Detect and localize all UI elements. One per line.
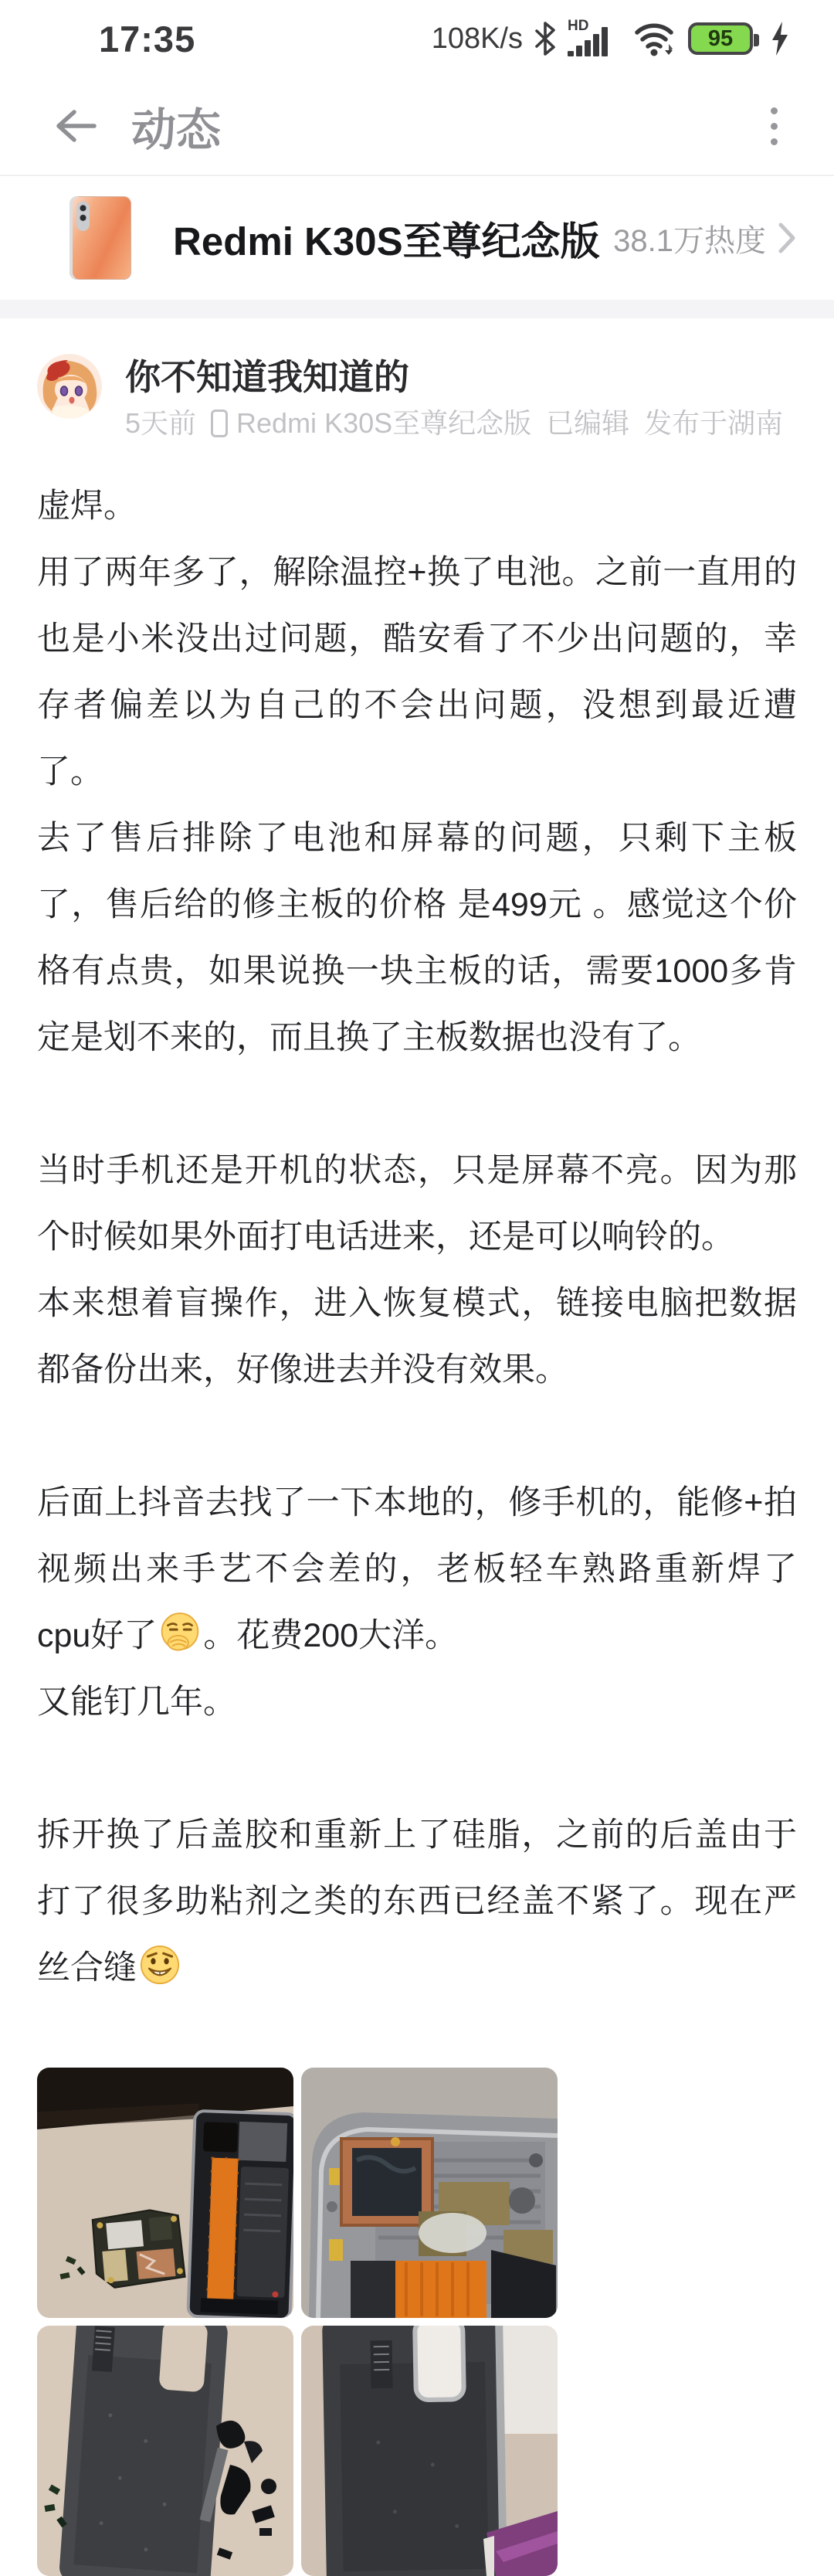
user-info bbox=[125, 354, 783, 439]
post-device: Redmi K30S至尊纪念版 bbox=[236, 407, 532, 439]
post-location: 发布于湖南 bbox=[644, 407, 784, 439]
charging-bolt-icon bbox=[771, 22, 789, 56]
device-thumbnail bbox=[70, 196, 131, 280]
user-row bbox=[37, 354, 797, 439]
grin-smirk-emoji bbox=[138, 1943, 181, 1986]
device-name: Redmi K30S至尊纪念版 bbox=[173, 219, 600, 263]
chevron-right-icon bbox=[777, 221, 797, 255]
signal-bars-icon bbox=[568, 19, 622, 58]
more-menu-icon[interactable] bbox=[751, 99, 797, 153]
post-time: 5天前 bbox=[125, 407, 197, 439]
phone-camera-icon bbox=[76, 202, 90, 231]
post-text: 本来想着盲操作，进入恢复模式，链接电脑把数据都备份出来，好像进去并没有效果。 bbox=[37, 1285, 797, 1388]
hand-on-chin-emoji bbox=[158, 1611, 202, 1654]
post bbox=[0, 318, 834, 2576]
battery-indicator bbox=[688, 22, 753, 55]
paragraph-block bbox=[37, 473, 797, 1071]
paragraph-block bbox=[37, 1137, 797, 1403]
post-meta bbox=[125, 408, 783, 439]
device-card[interactable] bbox=[0, 176, 834, 300]
avatar[interactable] bbox=[37, 354, 102, 419]
hd-volte-icon: HD bbox=[568, 18, 589, 34]
post-image-4[interactable] bbox=[301, 2326, 558, 2576]
wifi-icon bbox=[633, 19, 676, 58]
username[interactable]: 你不知道我知道的 bbox=[125, 357, 409, 397]
net-speed-label: 108K/s bbox=[431, 22, 523, 55]
post-text: 虚焊。 bbox=[37, 488, 137, 525]
post-text: 当时手机还是开机的状态，只是屏幕不亮。因为那个时候如果外面打电话进来，还是可以响铃的。 bbox=[37, 1152, 797, 1256]
post-image-1[interactable] bbox=[37, 2068, 293, 2318]
post-image-2[interactable] bbox=[301, 2068, 558, 2318]
paragraph-block bbox=[37, 1470, 797, 1735]
post-text: 去了售后排除了电池和屏幕的问题，只剩下主板了，售后给的修主板的价格 是499元 。感觉这个价格有点贵，如果说换一块主板的话，需要1000多肯定是划不来的，而且换了主板数据也没有了。 bbox=[37, 820, 797, 1056]
app-bar bbox=[0, 77, 834, 176]
device-heat-count: 38.1万热度 bbox=[613, 223, 766, 258]
section-divider bbox=[0, 300, 834, 318]
post-text: 后面上抖音去找了一下本地的，修手机的，能修+拍视频出来手艺不会差的，老板轻车熟路重新焊了 cpu好了 。花费200大洋。 bbox=[37, 1484, 797, 1654]
edited-badge: 已编辑 bbox=[546, 407, 630, 439]
back-icon[interactable] bbox=[54, 99, 108, 153]
page-title: 动态 bbox=[131, 105, 222, 155]
battery-percent: 95 bbox=[707, 25, 734, 51]
paragraph-block bbox=[37, 1802, 797, 2001]
post-image-grid bbox=[37, 2068, 558, 2576]
post-image-3[interactable] bbox=[37, 2326, 293, 2576]
post-text: 拆开换了后盖胶和重新上了硅脂，之前的后盖由于打了很多助粘剂之类的东西已经盖不紧了。现在严丝合缝 bbox=[37, 1816, 797, 1986]
status-icons bbox=[432, 19, 789, 58]
post-text: 用了两年多了，解除温控+换了电池。之前一直用的也是小米没出过问题，酷安看了不少出问题的，幸存者偏差以为自己的不会出问题，没想到最近遭了。 bbox=[37, 554, 797, 790]
status-time: 17:35 bbox=[99, 18, 196, 59]
bluetooth-icon bbox=[534, 21, 556, 56]
post-body bbox=[37, 473, 797, 2576]
status-bar bbox=[0, 0, 834, 77]
device-phone-icon bbox=[211, 410, 228, 437]
post-text: 又能钉几年。 bbox=[37, 1684, 236, 1721]
